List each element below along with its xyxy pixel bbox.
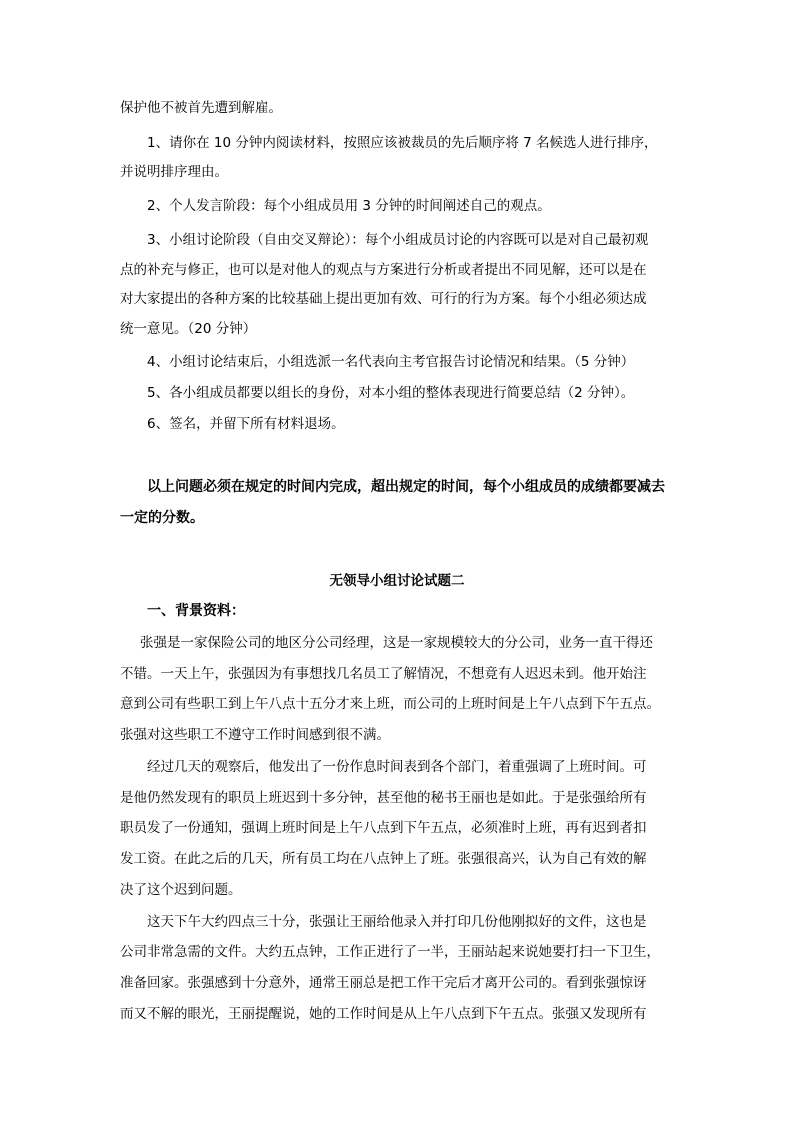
text-line: 保护他不被首先遭到解雇。 — [120, 100, 282, 116]
text-line: 张强对这些职工不遵守工作时间感到很不满。 — [120, 727, 390, 743]
text-line: 公司非常急需的文件。大约五点钟，工作正进行了一半，王丽站起来说她要打扫一下卫生， — [120, 944, 660, 960]
text-line: 张强是一家保险公司的地区分公司经理，这是一家规模较大的分公司，业务一直干得还 — [140, 635, 653, 651]
instruction-item-2: 2、个人发言阶段：每个小组成员用 3 分钟的时间阐述自己的观点。 — [147, 198, 551, 214]
text-line: 发工资。在此之后的几天，所有员工均在八点钟上了班。张强很高兴，认为自己有效的解 — [120, 851, 647, 867]
text-line: 对大家提出的各种方案的比较基础上提出更加有效、可行的行为方案。每个小组必须达成 — [120, 291, 647, 307]
section-title: 无领导小组讨论试题二 — [329, 573, 465, 589]
text-line: 经过几天的观察后，他发出了一份作息时间表到各个部门，着重强调了上班时间。可 — [147, 759, 647, 775]
text-line: 而又不解的眼光，王丽提醒说，她的工作时间是从上午八点到下午五点。张强又发现所有 — [120, 1006, 647, 1022]
text-line: 准备回家。张强感到十分意外，通常王丽总是把工作干完后才离开公司的。看到张强惊讶 — [120, 975, 647, 991]
instruction-item-6: 6、签名，并留下所有材料退场。 — [147, 416, 345, 432]
subsection-heading: 一、背景资料： — [147, 603, 245, 619]
text-line: 并说明排序理由。 — [120, 164, 228, 180]
text-line: 统一意见。（20 分钟） — [120, 321, 257, 337]
text-line: 决了这个迟到问题。 — [120, 882, 242, 898]
text-line: 职员发了一份通知，强调上班时间是上午八点到下午五点，必须准时上班，再有迟到者扣 — [120, 820, 647, 836]
instruction-item-5: 5、各小组成员都要以组长的身份，对本小组的整体表现进行简要总结（2 分钟）。 — [147, 385, 635, 401]
text-line: 是他仍然发现有的职员上班迟到十多分钟，甚至他的秘书王丽也是如此。于是张强给所有 — [120, 790, 647, 806]
text-line: 意到公司有些职工到上午八点十五分才来上班，而公司的上班时间是上午八点到下午五点。 — [120, 696, 660, 712]
text-line: 不错。一天上午，张强因为有事想找几名员工了解情况，不想竟有人迟迟未到。他开始注 — [120, 666, 647, 682]
text-line: 这天下午大约四点三十分，张强让王丽给他录入并打印几份他刚拟好的文件，这也是 — [147, 914, 647, 930]
notice-line-2: 一定的分数。 — [120, 510, 204, 526]
instruction-item-3: 3、小组讨论阶段（自由交叉辩论）：每个小组成员讨论的内容既可以是对自己最初观 — [147, 232, 649, 248]
instruction-item-4: 4、小组讨论结束后，小组选派一名代表向主考官报告讨论情况和结果。（5 分钟） — [147, 354, 635, 370]
instruction-item-1: 1、请你在 10 分钟内阅读材料，按照应该被裁员的先后顺序将 7 名候选人进行排序， — [147, 135, 658, 151]
text-line: 点的补充与修正，也可以是对他人的观点与方案进行分析或者提出不同见解，还可以是在 — [120, 262, 647, 278]
notice-line-1: 以上问题必须在规定的时间内完成，超出规定的时间，每个小组成员的成绩都要减去 — [147, 479, 665, 495]
